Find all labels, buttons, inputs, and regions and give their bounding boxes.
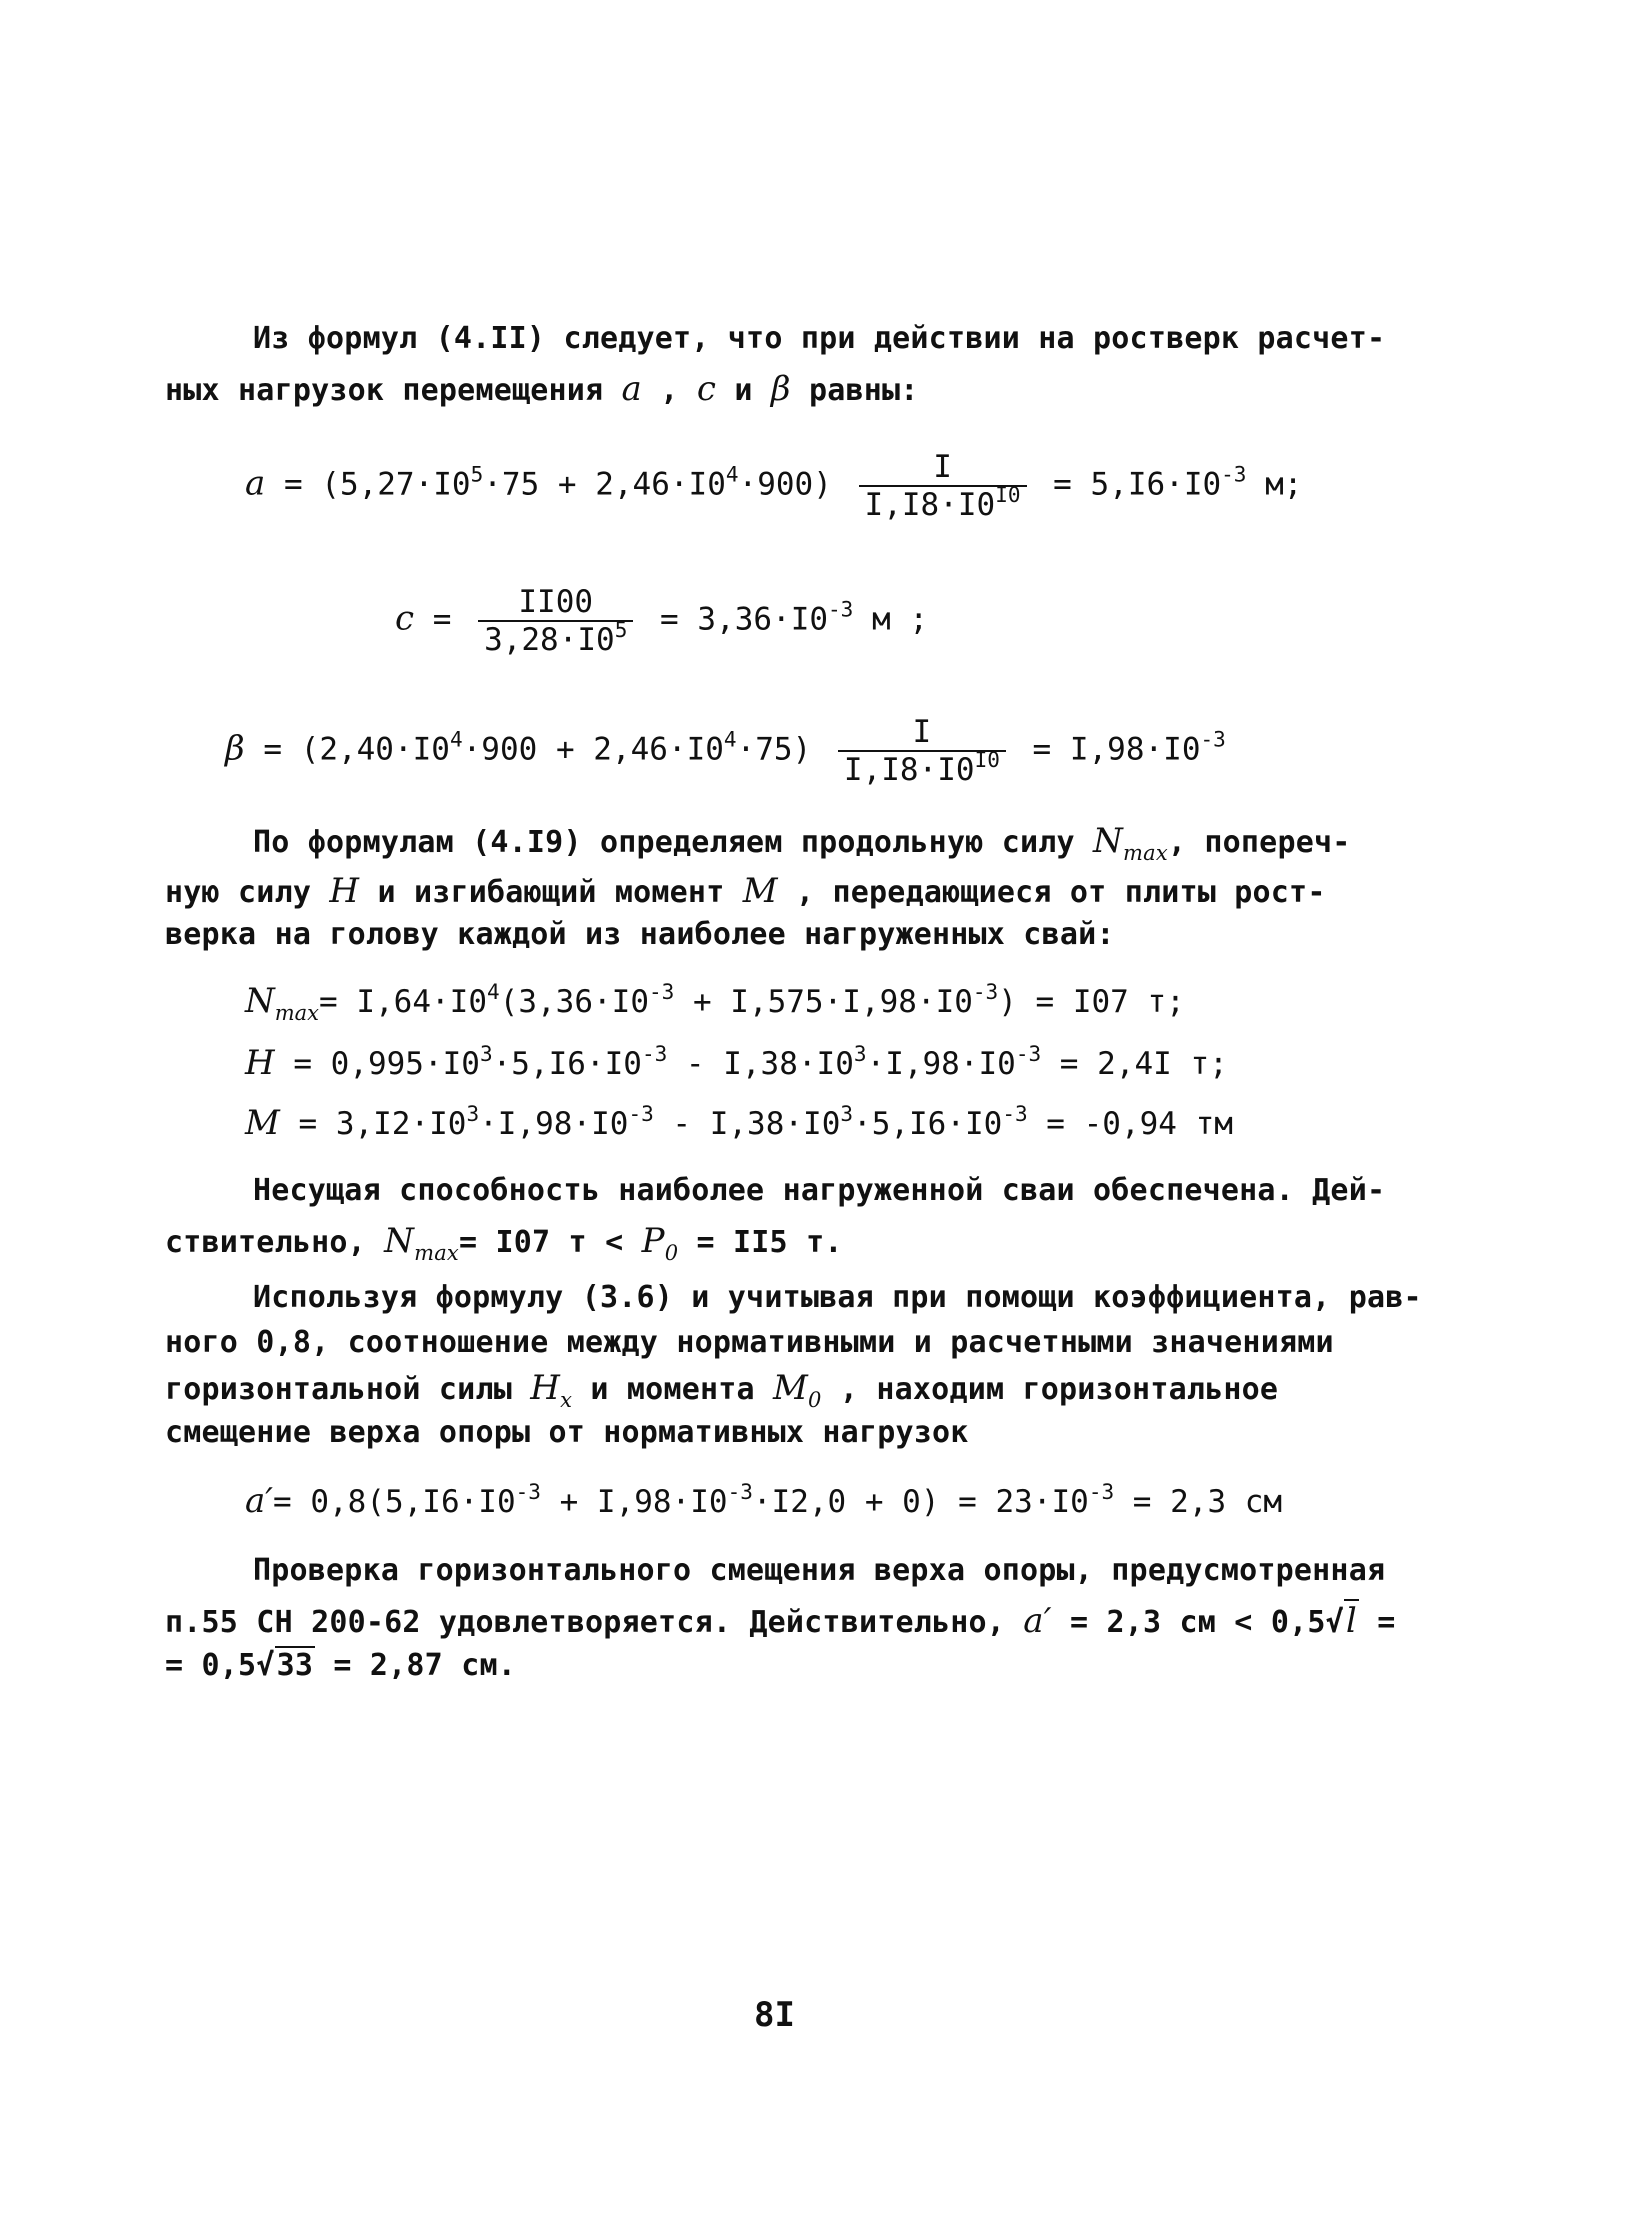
paragraph-5-text-e: = 2,87 см.	[315, 1648, 516, 1683]
eq-m-mid2: - I,38·I0	[653, 1106, 841, 1142]
equation-n	[245, 978, 1185, 1025]
eq-a-prime-exp1: -3	[515, 1480, 541, 1504]
eq-a-prime-mid1: + I,98·I0	[540, 1484, 728, 1520]
eq-beta-mid1: ·900 + 2,46·I0	[462, 731, 724, 768]
var-m0-sub: 0	[808, 1388, 822, 1412]
eq-h-mid1: ·5,I6·I0	[492, 1046, 642, 1082]
eq-m-expr: = 3,I2·I0	[279, 1106, 467, 1142]
eq-beta-exp1: 4	[449, 727, 463, 752]
eq-h-expr: = 0,995·I0	[274, 1046, 480, 1082]
eq-n-lhs: N	[245, 981, 275, 1021]
paragraph-5-line-2	[165, 1598, 1396, 1646]
eq-a-prime-exp3: -3	[1088, 1480, 1115, 1504]
eq-a-denominator	[859, 483, 1027, 523]
eq-a-prime-mid2: ·I2,0 + 0) = 23·I0	[752, 1484, 1089, 1520]
eq-m-mid3: ·5,I6·I0	[853, 1106, 1003, 1142]
paragraph-1-end: равны:	[790, 373, 919, 408]
paragraph-2-text-e: , передающиеся от плиты рост-	[777, 875, 1326, 910]
eq-a-result: = 5,I6·I0	[1053, 466, 1222, 503]
eq-c-lhs: c	[395, 598, 415, 639]
eq-a-exp1: 5	[470, 462, 484, 487]
eq-c-unit: м ;	[853, 601, 928, 638]
eq-c-den-base: 3,28·I0	[484, 622, 615, 658]
equation-m	[245, 1100, 1233, 1147]
eq-a-den-exp: I0	[995, 483, 1021, 507]
equation-a-prime	[245, 1478, 1282, 1525]
paragraph-4-text-a: горизонтальной силы	[165, 1372, 531, 1407]
eq-c-sign: =	[432, 601, 452, 638]
eq-beta-numerator: I	[838, 715, 1006, 752]
paragraph-4-line-4: смещение верха опоры от нормативных нагрузок	[165, 1415, 969, 1450]
paragraph-5-text-b: = 2,3 см < 0,5	[1051, 1605, 1326, 1640]
eq-c-res-exp: -3	[828, 597, 854, 622]
eq-a-res-exp: -3	[1221, 462, 1247, 487]
separator: ,	[642, 373, 697, 408]
eq-a-prime-expr: = 0,8(5,I6·I0	[273, 1484, 516, 1520]
eq-n-mid2: + I,575·I,98·I0	[674, 984, 973, 1020]
eq-a-mid1: ·75 + 2,46·I0	[483, 466, 726, 503]
sqrt-l: l	[1345, 1601, 1357, 1641]
eq-a-prime-lhs: a′	[245, 1481, 273, 1521]
eq-a-den-base: I,I8·I0	[864, 487, 996, 523]
eq-n-result: ) = I07 т;	[998, 984, 1185, 1020]
eq-h-mid3: ·I,98·I0	[866, 1046, 1016, 1082]
eq-m-lhs: M	[245, 1103, 280, 1143]
eq-m-exp3: 3	[840, 1102, 854, 1126]
conjunction: и	[716, 373, 771, 408]
paragraph-1-line-2	[165, 366, 919, 414]
var-c: c	[696, 369, 717, 409]
paragraph-2-text-b: , попереч-	[1167, 825, 1351, 860]
eq-n-expr: = I,64·I0	[319, 984, 488, 1020]
eq-beta-expr: = (2,40·I0	[263, 731, 450, 768]
var-hx-sub: x	[560, 1388, 573, 1412]
paragraph-4-line-1: Используя формулу (3.6) и учитывая при помощи коэффициента, рав-	[253, 1280, 1422, 1315]
eq-a-expr: = (5,27·I0	[283, 466, 471, 503]
eq-n-exp1: 4	[487, 980, 500, 1004]
eq-h-exp3: 3	[853, 1042, 867, 1066]
eq-h-result: = 2,4I т;	[1041, 1046, 1228, 1082]
var-h: H	[329, 871, 360, 911]
eq-m-exp4: -3	[1002, 1102, 1028, 1126]
paragraph-2-text-a: По формулам (4.I9) определяем продольную силу	[253, 825, 1094, 860]
var-n: N	[1093, 821, 1123, 861]
eq-beta-mid2: ·75)	[736, 731, 812, 768]
eq-c-result: = 3,36·I0	[660, 601, 829, 638]
eq-m-result: = -0,94 тм	[1027, 1106, 1233, 1142]
sqrt-symbol-l: √	[1325, 1605, 1344, 1640]
paragraph-2-text-d: и изгибающий момент	[359, 875, 743, 910]
eq-beta-den-exp: I0	[974, 748, 1000, 772]
var-p: P	[641, 1221, 665, 1261]
paragraph-4-line-2: ного 0,8, соотношение между нормативными и расчетными значениями	[165, 1325, 1334, 1360]
equation-a	[245, 450, 1302, 522]
paragraph-1-line-1: Из формул (4.II) следует, что при действии на ростверк расчет-	[253, 321, 1386, 356]
eq-h-mid2: - I,38·I0	[667, 1046, 854, 1082]
eq-a-prime-exp2: -3	[727, 1480, 753, 1504]
eq-h-exp2: -3	[641, 1042, 668, 1066]
paragraph-5-line-1: Проверка горизонтального смещения верха опоры, предусмотренная	[253, 1553, 1386, 1588]
eq-m-exp2: -3	[628, 1102, 654, 1126]
var-beta: β	[770, 369, 791, 409]
eq-n-exp2: -3	[648, 980, 675, 1004]
paragraph-5-text-d: = 0,5	[165, 1648, 257, 1683]
var-p-sub: 0	[664, 1241, 679, 1265]
page-number: 8I	[754, 1995, 795, 2035]
equation-h	[245, 1040, 1228, 1087]
eq-h-lhs: H	[245, 1043, 275, 1083]
eq-h-exp1: 3	[479, 1042, 493, 1066]
var-m0: M	[773, 1368, 809, 1408]
paragraph-5-text-a: п.55 СН 200-62 удовлетворяется. Действительно,	[165, 1605, 1024, 1640]
eq-m-exp1: 3	[466, 1102, 480, 1126]
eq-c-numerator: II00	[478, 585, 633, 622]
equation-beta	[225, 715, 1226, 787]
paragraph-2-text-c: ную силу	[165, 875, 330, 910]
eq-n-exp3: -3	[972, 980, 999, 1004]
sqrt-symbol-33: √	[256, 1648, 275, 1683]
var-n-max: N	[384, 1221, 415, 1261]
paragraph-4-line-3	[165, 1365, 1278, 1413]
eq-n-lhs-sub: max	[274, 1001, 320, 1025]
eq-a-numerator: I	[859, 450, 1027, 487]
equation-c	[395, 585, 928, 657]
eq-a-fraction	[859, 450, 1027, 522]
paragraph-2-line-3: верка на голову каждой из наиболее нагруженных свай:	[165, 917, 1115, 952]
eq-a-mid2: ·900)	[738, 466, 832, 503]
paragraph-1-text: ных нагрузок перемещения	[165, 373, 622, 408]
eq-a-lhs: a	[245, 463, 266, 504]
eq-h-exp4: -3	[1015, 1042, 1042, 1066]
paragraph-4-text-c: , находим горизонтальное	[821, 1372, 1279, 1407]
paragraph-3-line-1: Несущая способность наиболее нагруженной сваи обеспечена. Дей-	[253, 1173, 1386, 1208]
eq-a-prime-result: = 2,3 см	[1114, 1484, 1283, 1520]
eq-a-exp2: 4	[725, 462, 739, 487]
eq-beta-result: = I,98·I0	[1032, 731, 1201, 768]
eq-c-den-exp: 5	[614, 618, 628, 642]
paragraph-2-line-1	[253, 818, 1351, 866]
eq-beta-lhs: β	[225, 728, 245, 769]
var-a: a	[621, 369, 643, 409]
var-n-sub: max	[1122, 841, 1168, 865]
paragraph-5-line-3	[165, 1643, 516, 1689]
eq-beta-exp2: 4	[723, 727, 737, 752]
paragraph-4-text-b: и момента	[572, 1372, 774, 1407]
sqrt-33: 33	[276, 1648, 314, 1683]
var-hx: H	[530, 1368, 561, 1408]
eq-beta-res-exp: -3	[1200, 727, 1226, 752]
paragraph-3-text-a: ствительно,	[165, 1225, 385, 1260]
eq-n-mid1: (3,36·I0	[499, 984, 649, 1020]
var-a-prime: a′	[1023, 1601, 1052, 1641]
paragraph-3-text-c: = II5 т.	[678, 1225, 843, 1260]
eq-c-fraction	[478, 585, 633, 657]
eq-c-denominator	[478, 618, 633, 658]
eq-beta-denominator	[838, 748, 1006, 788]
eq-a-unit: м;	[1246, 466, 1303, 503]
paragraph-3-text-b: = I07 т <	[458, 1225, 642, 1260]
eq-beta-fraction	[838, 715, 1006, 787]
paragraph-5-text-c: =	[1358, 1605, 1396, 1640]
eq-beta-den-base: I,I8·I0	[843, 752, 975, 788]
var-n-max-sub: max	[414, 1241, 459, 1265]
paragraph-2-line-2	[165, 868, 1326, 916]
var-m: M	[742, 871, 778, 911]
eq-m-mid1: ·I,98·I0	[479, 1106, 629, 1142]
paragraph-3-line-2	[165, 1218, 843, 1266]
